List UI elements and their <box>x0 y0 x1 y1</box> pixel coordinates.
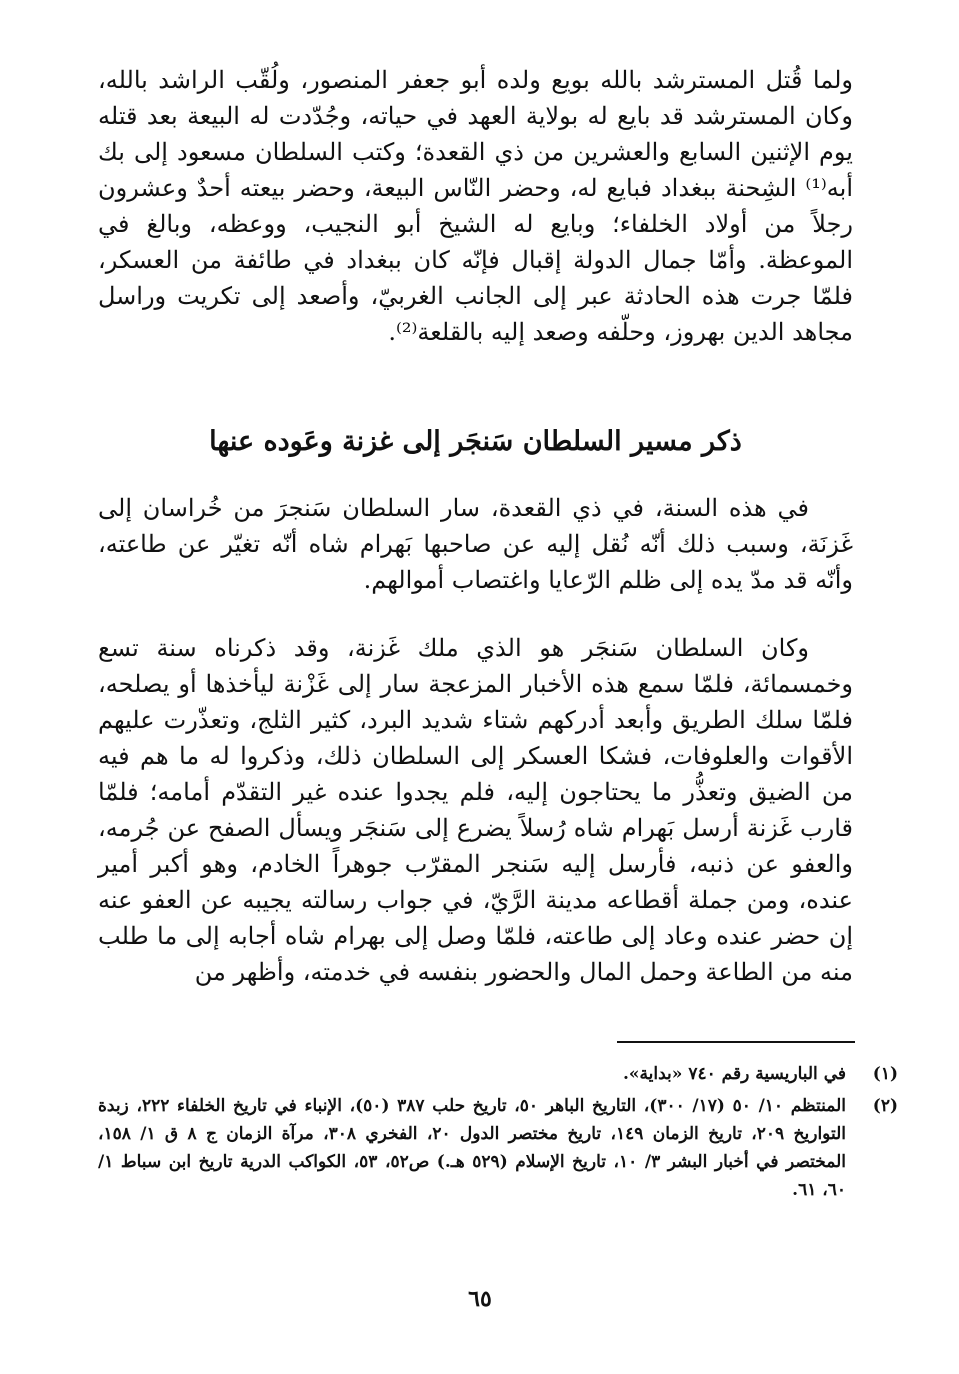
page-number: ٦٥ <box>468 1286 492 1312</box>
footnote-text: المنتظم ١٠/ ٥٠ (١٧/ ٣٠٠)، التاريخ الباهر ٥٠، تاريخ حلب ٣٨٧ (٥٠)، الإنباء في تاريخ الخلفاء ٢٢٢، زبدة التواريخ ٢٠٩، تاريخ الزمان ١٤٩، تاريخ مختصر الدول ٢٠، الفخري ٣٠٨، مرآة الزمان ج ٨ ق ١/ ١٥٨، المختصر في أخبار البشر ٣/ ١٠، تاريخ الإسلام (٥٢٩ هـ.) ص٥٢، ٥٣، الكواكب الدرية تاريخ ابن سباط ١/ ٦٠، ٦١. <box>98 1096 846 1200</box>
footnote-2 <box>98 1092 898 1204</box>
footnotes <box>98 1060 898 1208</box>
paragraph-succession-al-rashid: ولما قُتل المسترشد بالله بويع ولده أبو جعفر المنصور، ولُقّب الراشد بالله، وكان المسترشد قد بايع له بولاية العهد في حياته، وجُدّدت له البيعة بعد قتله يوم الإثنين السابع والعشرين من ذي القعدة؛ وكتب السلطان مسعود إلى بك أبه⁽¹⁾ الشِحنة ببغداد فبايع له، وحضر النّاس البيعة، وحضر بيعته أحدٌ وعشرون رجلاً من أولاد الخلفاء؛ وبايع له الشيخ أبو النجيب، ووعظه، وبالغ في الموعظة. وأمّا جمال الدولة إقبال فإنّه كان ببغداد في طائفة من العسكر، فلمّا جرت هذه الحادثة عبر إلى الجانب الغربيّ، وأصعد إلى تكريت وراسل مجاهد الدين بهروز، وحلّفه وصعد إليه بالقلعة⁽²⁾. <box>98 66 854 346</box>
footnote-separator <box>617 1041 855 1043</box>
paragraph-sanjar-march <box>98 490 853 598</box>
footnote-number: (٢) <box>872 1096 898 1116</box>
section-heading: ذكر مسير السلطان سَنجَر إلى غزنة وعَوده عنها <box>209 426 742 457</box>
footnote-1 <box>98 1060 898 1088</box>
paragraph-sanjar-ghazna <box>98 630 853 990</box>
paragraph-sanjar-ghazna-text: وكان السلطان سَنجَر هو الذي ملك غَزنة، وقد ذكرناه سنة تسع وخمسمائة، فلمّا سمع هذه الأخبار المزعجة سار إلى غَزْنة ليأخذها أو يصلحه، فلمّا سلك الطريق وأبعد أدركهم شتاء شديد البرد، كثير الثلج، وتعذّرت عليهم الأقوات والعلوفات، فشكا العسكر إلى السلطان ذلك، وذكروا له ما هم فيه من الضيق وتعذُّر ما يحتاجون إليه، فلم يجدوا عنده غير التقدّم أمامه؛ فلمّا قارب غَزنة أرسل بَهرام شاه رُسلاً يضرع إلى سَنجَر ويسأل الصفح عن جُرمه، والعفو عن ذنبه، فأرسل إليه سَنجر المقرّب جوهراً الخادم، وهو أكبر أمير عنده، ومن جملة أقطاعه مدينة الرَّيّ، في جواب رسالته يجيبه عن العفو عنه إن حضر عنده وعاد إلى طاعته، فلمّا وصل إلى بهرام شاه أجابه إلى ما طلب منه من الطاعة وحمل المال والحضور بنفسه في خدمته، وأظهر من <box>98 634 854 986</box>
paragraph-sanjar-march-text: في هذه السنة، في ذي القعدة، سار السلطان سَنجرَ من خُراسان إلى غَزنَة، وسبب ذلك أنّه نُقل إليه عن صاحبها بَهرام شاه أنّه تغيّر عن طاعته، وأنّه قد مدّ يده إلى ظلم الرّعايا واغتصاب أموالهم. <box>98 494 853 594</box>
footnote-text: في الباريسية رقم ٧٤٠ «بداية». <box>623 1064 846 1084</box>
footnote-number: (١) <box>872 1064 898 1084</box>
